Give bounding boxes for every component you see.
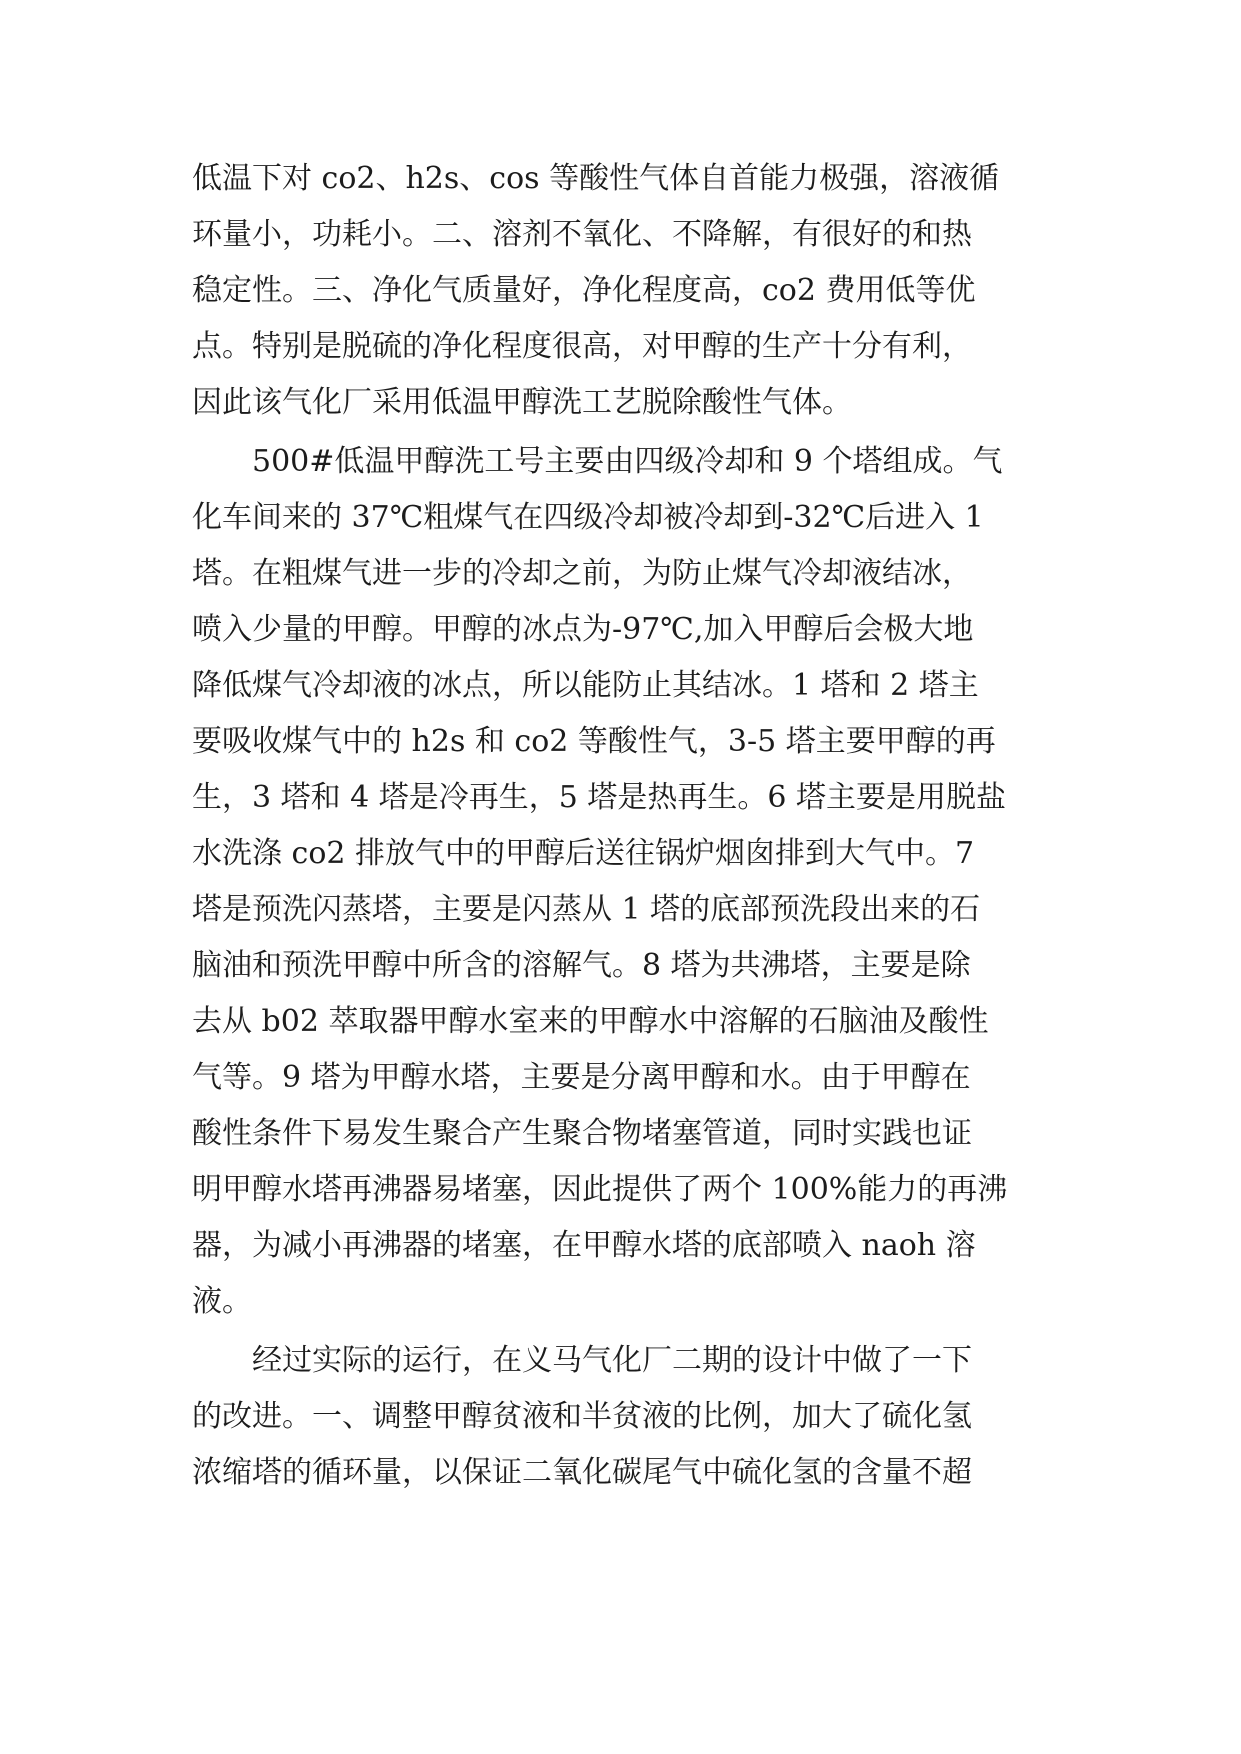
text-line: 喷入少量的甲醇。甲醇的冰点为-97℃,加入甲醇后会极大地 bbox=[192, 612, 974, 647]
text-line: 塔是预洗闪蒸塔，主要是闪蒸从 1 塔的底部预洗段出来的石 bbox=[192, 892, 981, 927]
text-line: 点。特别是脱硫的净化程度很高，对甲醇的生产十分有利， bbox=[192, 329, 972, 364]
text-line: 浓缩塔的循环量，以保证二氧化碳尾气中硫化氢的含量不超 bbox=[192, 1455, 972, 1490]
text-line: 因此该气化厂采用低温甲醇洗工艺脱除酸性气体。 bbox=[192, 385, 852, 420]
text-line: 气等。9 塔为甲醇水塔，主要是分离甲醇和水。由于甲醇在 bbox=[192, 1060, 971, 1095]
text-line: 降低煤气冷却液的冰点，所以能防止其结冰。1 塔和 2 塔主 bbox=[192, 668, 979, 703]
text-line: 要吸收煤气中的 h2s 和 co2 等酸性气，3-5 塔主要甲醇的再 bbox=[192, 724, 996, 759]
text-line: 塔。在粗煤气进一步的冷却之前，为防止煤气冷却液结冰， bbox=[192, 556, 972, 591]
text-line: 的改进。一、调整甲醇贫液和半贫液的比例，加大了硫化氢 bbox=[192, 1399, 972, 1434]
text-line: 化车间来的 37℃粗煤气在四级冷却被冷却到-32℃后进入 1 bbox=[192, 500, 984, 535]
text-line: 去从 b02 萃取器甲醇水室来的甲醇水中溶解的石脑油及酸性 bbox=[192, 1004, 989, 1039]
text-line: 经过实际的运行，在义马气化厂二期的设计中做了一下 bbox=[252, 1343, 972, 1378]
text-line: 稳定性。三、净化气质量好，净化程度高，co2 费用低等优 bbox=[192, 273, 976, 308]
text-line: 脑油和预洗甲醇中所含的溶解气。8 塔为共沸塔，主要是除 bbox=[192, 948, 971, 983]
text-line: 明甲醇水塔再沸器易堵塞，因此提供了两个 100%能力的再沸 bbox=[192, 1172, 1008, 1207]
text-line: 酸性条件下易发生聚合产生聚合物堵塞管道，同时实践也证 bbox=[192, 1116, 972, 1151]
text-line: 器，为减小再沸器的堵塞，在甲醇水塔的底部喷入 naoh 溶 bbox=[192, 1228, 976, 1263]
text-line: 环量小，功耗小。二、溶剂不氧化、不降解，有很好的和热 bbox=[192, 217, 972, 252]
text-line: 液。 bbox=[192, 1284, 252, 1319]
text-line: 500#低温甲醇洗工号主要由四级冷却和 9 个塔组成。气 bbox=[252, 444, 1003, 479]
text-line: 低温下对 co2、h2s、cos 等酸性气体自首能力极强，溶液循 bbox=[192, 161, 1000, 196]
text-line: 水洗涤 co2 排放气中的甲醇后送往锅炉烟囱排到大气中。7 bbox=[192, 836, 975, 871]
text-line: 生，3 塔和 4 塔是冷再生，5 塔是热再生。6 塔主要是用脱盐 bbox=[192, 780, 1007, 815]
